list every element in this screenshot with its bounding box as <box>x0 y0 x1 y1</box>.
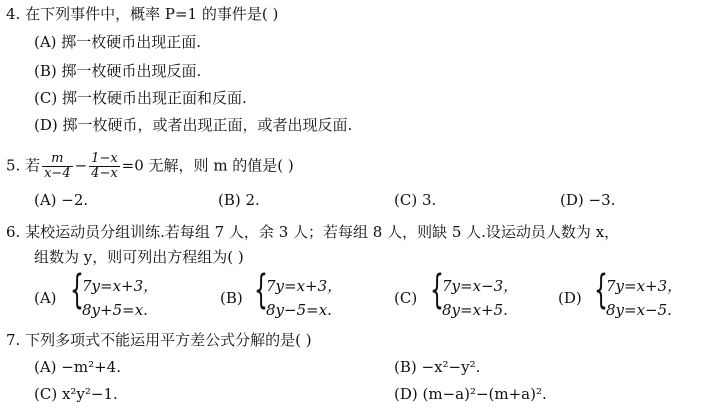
brace-icon: { <box>594 267 608 313</box>
q6-a-eq1: 7y=x+3， <box>82 277 159 295</box>
q5-suffix: =0 无解，则 m 的值是( ) <box>121 156 294 175</box>
q6-option-d-system <box>594 267 712 320</box>
q6-stem-line2: 组数为 y，则可列出方程组为( ) <box>34 248 244 266</box>
q6-option-d-label: (D) <box>558 289 582 307</box>
q6-option-c-system <box>430 267 570 320</box>
q6-d-eq1: 7y=x+3， <box>606 277 683 295</box>
q6-b-eq1: 7y=x+3， <box>266 277 343 295</box>
q5-prefix: 5. 若 <box>6 156 41 175</box>
q7-option-d: (D) (m−a)²−(m+a)². <box>394 385 547 403</box>
q5-f1-numerator: m <box>42 152 73 167</box>
q6-option-c-label: (C) <box>394 289 418 307</box>
q5-fraction-1 <box>42 152 73 181</box>
q5-f1-denominator: x−4 <box>44 166 71 181</box>
q7-option-c: (C) x²y²−1. <box>34 385 118 403</box>
q4-option-d: (D) 掷一枚硬币，或者出现正面，或者出现反面. <box>34 116 353 134</box>
q6-c-eq2: 8y=x+5. <box>442 301 508 319</box>
q5-option-a: (A) −2. <box>34 191 89 209</box>
q4-option-a: (A) 掷一枚硬币出现正面. <box>34 33 202 51</box>
q6-c-eq1: 7y=x−3， <box>442 277 519 295</box>
q6-d-eq2: 8y=x−5. <box>606 301 672 319</box>
q6-option-a-system <box>70 267 210 320</box>
q5-fraction-2 <box>89 152 120 181</box>
q4-stem: 4. 在下列事件中，概率 P=1 的事件是( ) <box>6 5 279 23</box>
q5-option-c: (C) 3. <box>394 191 437 209</box>
q5-option-b: (B) 2. <box>218 191 260 209</box>
q5-f2-numerator: 1−x <box>91 151 118 166</box>
q5-minus: − <box>74 156 88 175</box>
q6-stem-line1: 6. 某校运动员分组训练.若每组 7 人，余 3 人；若每组 8 人，则缺 5 人.设运动员人数为 x， <box>6 223 620 241</box>
q6-option-b-system <box>254 267 394 320</box>
q4-option-b: (B) 掷一枚硬币出现反面. <box>34 62 202 80</box>
brace-icon: { <box>254 267 268 313</box>
brace-icon: { <box>430 267 444 313</box>
q7-option-b: (B) −x²−y². <box>394 358 481 376</box>
q6-option-a-label: (A) <box>34 289 57 307</box>
q7-option-a: (A) −m²+4. <box>34 358 121 376</box>
q6-b-eq2: 8y−5=x. <box>266 301 332 319</box>
q5-f2-denominator: 4−x <box>91 166 118 181</box>
q7-stem: 7. 下列多项式不能运用平方差公式分解的是( ) <box>6 331 312 349</box>
q6-option-b-label: (B) <box>220 289 243 307</box>
brace-icon: { <box>70 267 84 313</box>
q4-option-c: (C) 掷一枚硬币出现正面和反面. <box>34 89 247 107</box>
q5-stem <box>6 152 294 181</box>
q5-option-d: (D) −3. <box>560 191 616 209</box>
q6-a-eq2: 8y+5=x. <box>82 301 148 319</box>
